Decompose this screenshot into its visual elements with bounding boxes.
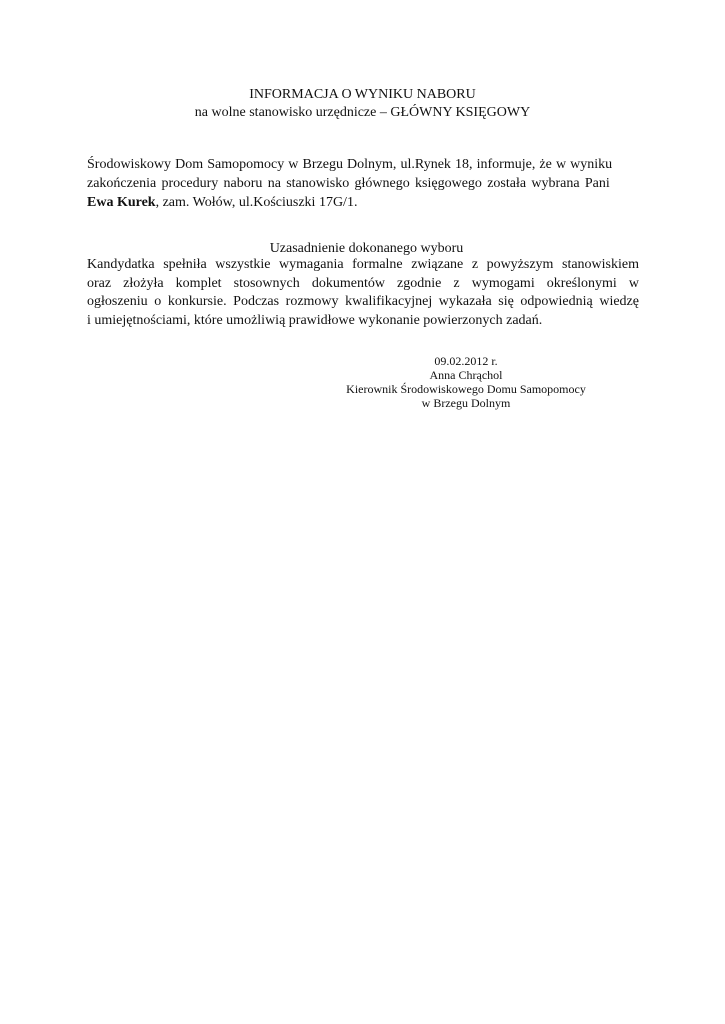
signatory-place: w Brzegu Dolnym: [421, 396, 511, 410]
intro-paragraph: [87, 155, 632, 212]
justification-line-2: oraz złożyła komplet stosownych dokumentów zgodnie z wymogami określonymi w: [87, 275, 639, 291]
signatory-role: Kierownik Środowiskowego Domu Samopomocy: [346, 382, 586, 396]
candidate-address: , zam. Wołów, ul.Kościuszki 17G/1.: [155, 195, 358, 210]
document-subtitle: na wolne stanowisko urzędnicze – GŁÓWNY KSIĘGOWY: [194, 105, 531, 120]
signature-block: [316, 354, 616, 410]
justification-line-3: ogłoszeniu o konkursie. Podczas rozmowy kwalifikacyjnej wykazała się odpowiednią wiedzę: [87, 294, 639, 309]
selected-candidate-name: Ewa Kurek: [87, 195, 156, 210]
justification-title: Uzasadnienie dokonanego wyboru: [269, 241, 464, 256]
intro-line-2: zakończenia procedury naboru na stanowisko głównego księgowego została wybrana Pani: [87, 176, 610, 191]
signature-date: 09.02.2012 r.: [434, 354, 498, 368]
justification-paragraph: [87, 256, 639, 330]
document-header: [0, 86, 725, 122]
justification-line-1: Kandydatka spełniła wszystkie wymagania formalne związane z powyższym stanowiskiem: [87, 257, 639, 272]
justification-line-4: i umiejętnościami, które umożliwią prawidłowe wykonanie powierzonych zadań.: [87, 312, 543, 328]
document-title: INFORMACJA O WYNIKU NABORU: [249, 87, 476, 102]
signatory-name: Anna Chrąchol: [429, 368, 503, 382]
intro-line-3: [87, 193, 632, 212]
intro-line-1: Środowiskowy Dom Samopomocy w Brzegu Dolnym, ul.Rynek 18, informuje, że w wyniku: [87, 157, 613, 172]
